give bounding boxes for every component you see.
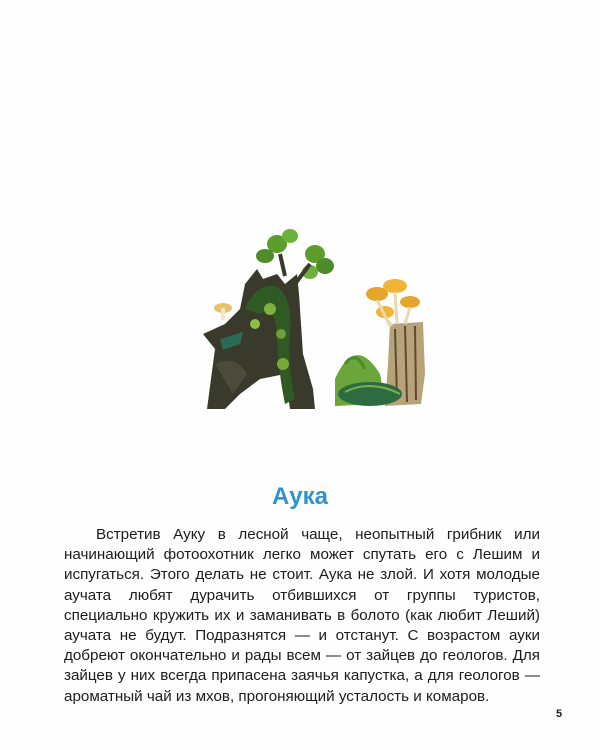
- mushrooms-cluster: [366, 279, 420, 326]
- page-number: 5: [556, 708, 563, 720]
- stump-letter-a: [335, 322, 425, 406]
- forest-letter-illustration: [185, 214, 425, 414]
- mushroom-small: [214, 303, 232, 320]
- page-title: Аука: [271, 483, 329, 510]
- body-paragraph: Встретив Ауку в лесной чаще, неопытный грибник или начинающий фотоохотник легко может спутать его с Лешим и испугаться. Этого делать не стоит. Аука не злой. И хотя молодые аучата любят дурачить отбившихся от группы туристов, специально кружить их и заманивать в болото (как любит Леший) аучата не будут. Подразнятся — и отстанут. С возрастом ауки добреют окончательно и рады всем — от зайцев до геологов. Для зайцев у них всегда припасена заячья капустка, а для геологов — ароматный чай из мхов, прогоняющий усталость и комаров.: [64, 526, 540, 705]
- tree-trunk-letter-a: [203, 269, 315, 409]
